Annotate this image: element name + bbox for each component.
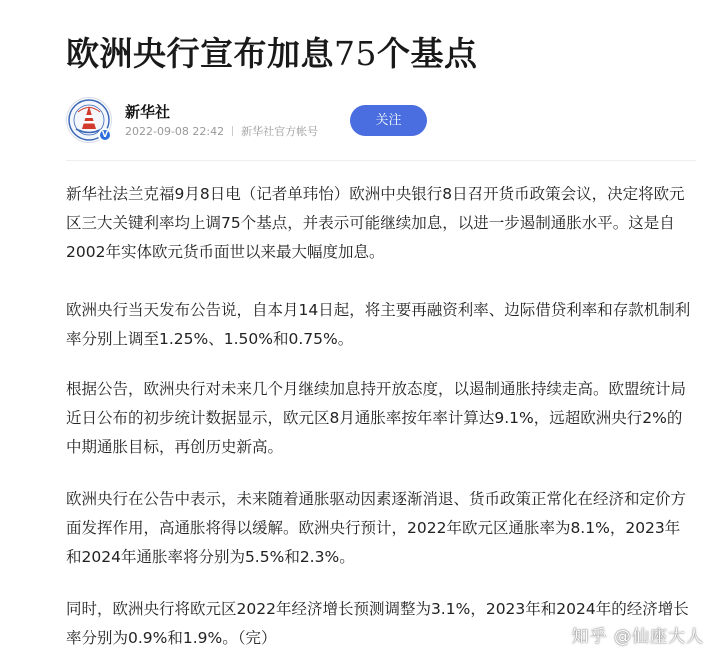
account-type: 新华社官方帐号	[241, 125, 319, 138]
verified-badge-icon: V	[98, 128, 112, 142]
follow-button[interactable]: 关注	[350, 105, 427, 136]
post-date: 2022-09-08 22:42	[125, 125, 225, 138]
paragraph-4: 欧洲央行在公告中表示，未来随着通胀驱动因素逐渐消退、货币政策正常化在经济和定价方面发挥作用，高通胀将得以缓解。欧洲央行预计，2022年欧元区通胀率为8.1%，2023年和2024年通胀率将分别为5.5%和2.3%。	[66, 490, 687, 566]
title-main: 欧洲央行宣布加息	[66, 34, 334, 73]
header-divider	[66, 160, 696, 161]
title-tail: 个基点	[377, 34, 478, 73]
paragraph-2: 欧洲央行当天发布公告说，自本月14日起，将主要再融资利率、边际借贷利率和存款机制利率分别上调至1.25%、1.50%和0.75%。	[66, 301, 691, 348]
title-number: 75	[334, 34, 377, 73]
paragraph-1: 新华社法兰克福9月8日电（记者单玮怡）欧洲中央银行8日召开货币政策会议，决定将欧元区三大关键利率均上调75个基点，并表示可能继续加息，以进一步遏制通胀水平。这是自2002年实体欧元货币面世以来最大幅度加息。	[66, 185, 685, 261]
paragraph-5: 同时，欧洲央行将欧元区2022年经济增长预测调整为3.1%，2023年和2024年的经济增长率分别为0.9%和1.9%。（完）	[66, 600, 689, 647]
article-title	[66, 28, 478, 75]
author-info	[66, 97, 706, 145]
watermark: 知乎 @仙座大人	[571, 627, 704, 647]
paragraph-3: 根据公告，欧洲央行对未来几个月继续加息持开放态度，以遏制通胀持续走高。欧盟统计局近日公布的初步统计数据显示，欧元区8月通胀率按年率计算达9.1%，远超欧洲央行2%的中期通胀目标，再创历史新高。	[66, 380, 687, 456]
post-meta	[125, 123, 318, 139]
meta-divider	[232, 126, 233, 136]
author-name[interactable]: 新华社	[125, 103, 171, 121]
